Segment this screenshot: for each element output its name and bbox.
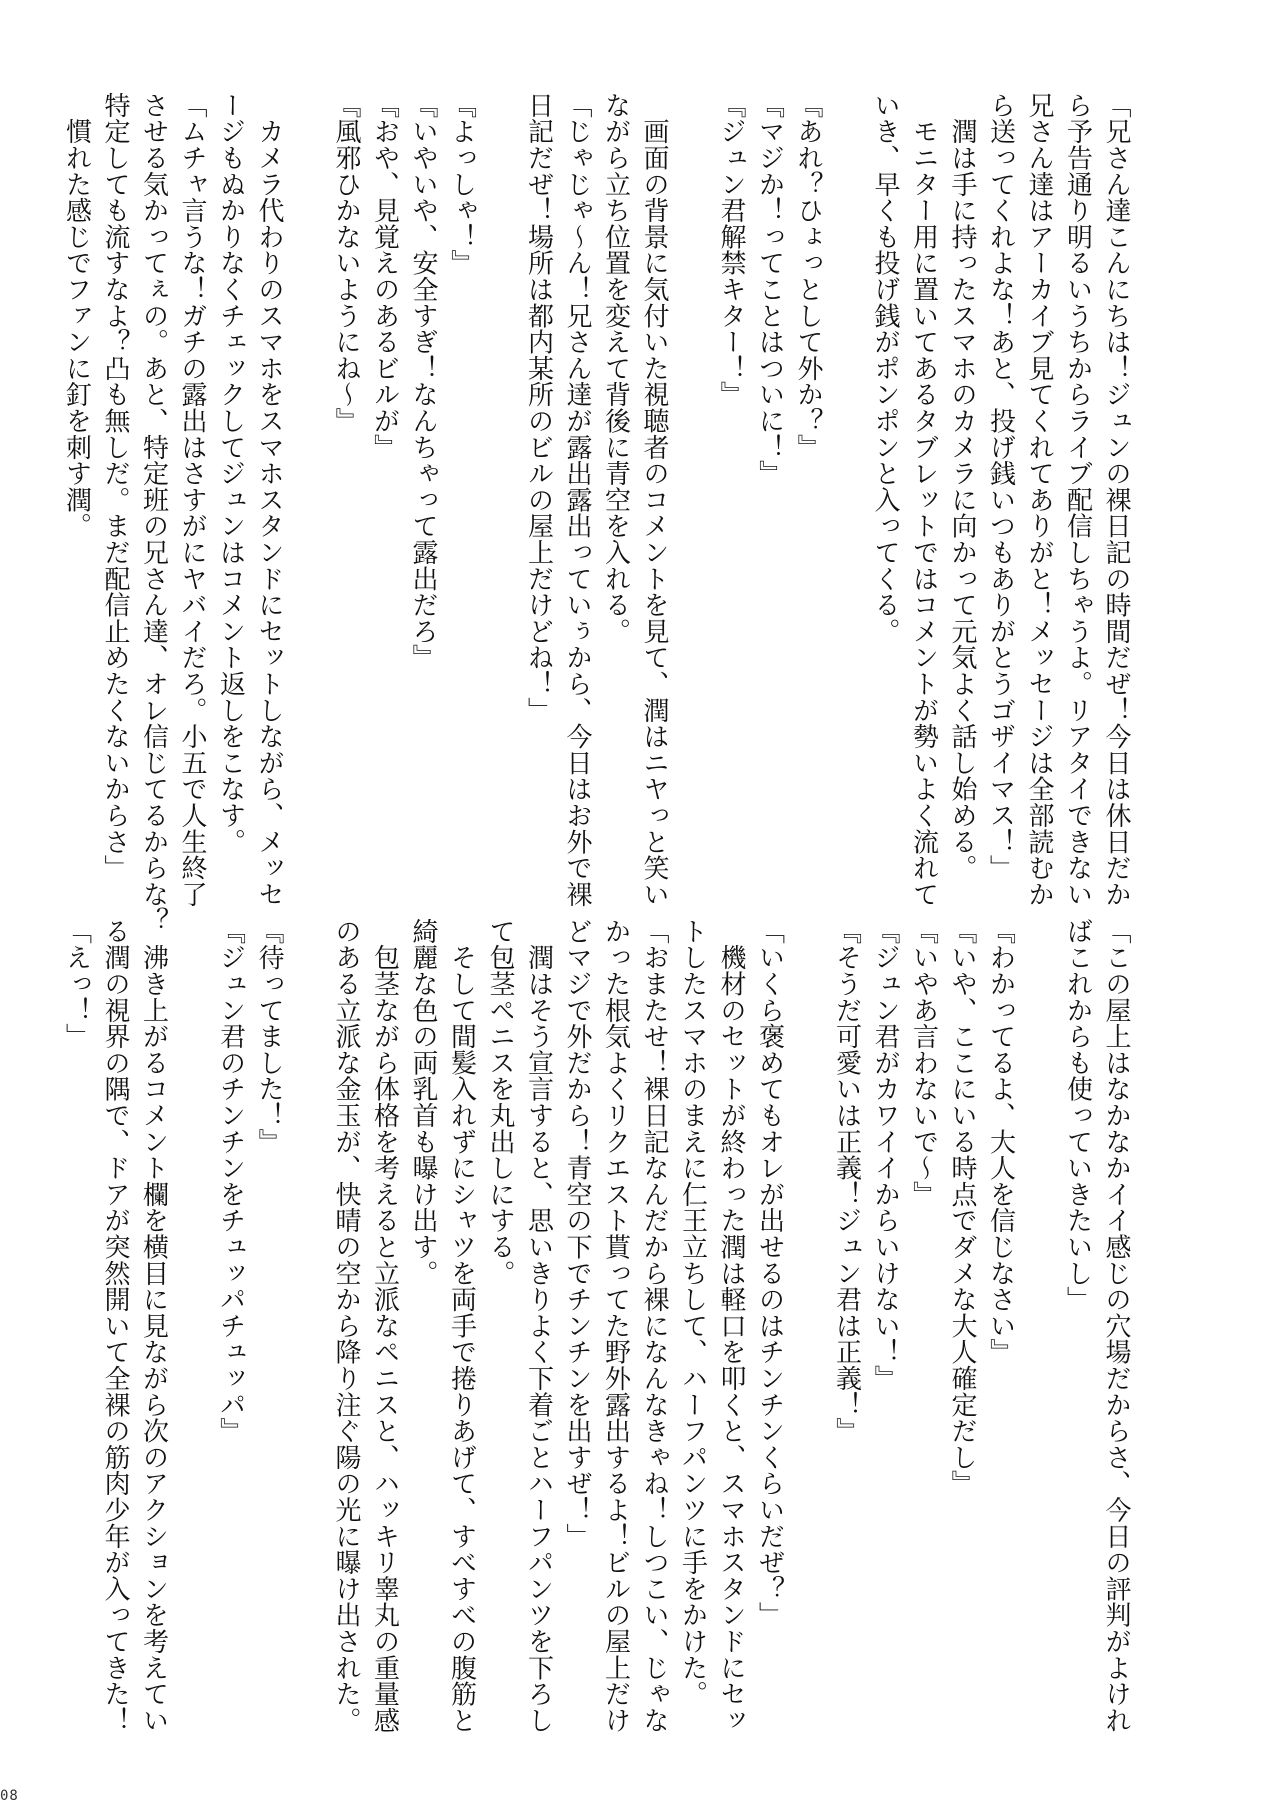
text-line [288,918,327,1678]
lower-text-block [57,918,1135,1734]
text-line: モニター用に置いてあるタブレットではコメントが勢いよく流れて [908,92,939,908]
text-line: カメラ代わりのスマホをスマホスタンドにセットしながら、メッセ [254,92,284,908]
text-line: 潤はそう宣言すると、思いきりよく下着ごとハーフパンツを下ろし [523,918,554,1734]
text-line: 「えっ！」 [61,918,92,1050]
text-line [1020,918,1059,1678]
text-line: 日記だぜ！場所は都内某所のビルの屋上だけどね！」 [523,92,554,724]
text-line: ら予告通り明るいうちからライブ配信しちゃうよ。リアタイできない [1062,92,1093,908]
text-line: 『あれ？ひょっとして外か？』 [793,92,823,461]
text-line: ージもぬかりなくチェックしてジュンはコメント返しをこなす。 [215,92,246,855]
text-line: 『そうだ可愛いは正義！ジュン君は正義！』 [831,918,862,1444]
text-line: 機材のセットが終わった潤は軽口を叩くと、スマホスタンドにセッ [716,918,746,1734]
text-line: 『ジュン君解禁キター！』 [716,92,746,408]
upper-text-block [57,92,1135,934]
text-line: 「ムチャ言うな！ガチの露出はさすがにヤバイだろ。小五で人生終了 [177,92,207,908]
text-line [827,92,866,852]
text-line: る潤の視界の隅で、ドアが突然開いて全裸の筋肉少年が入ってきた！ [100,918,130,1734]
text-line: 『いやいや、安全すぎ！なんちゃって露出だろ』 [408,92,438,671]
text-line: かった根気よくリクエスト貰ってた野外露出するよ！ビルの屋上だけ [600,918,631,1734]
text-line: 『ジュン君のチンチンをチュッパチュッパ』 [215,918,246,1444]
text-line: 『いや、ここにいる時点でダメな大人確定だし』 [947,918,977,1497]
text-line: 「いくら褒めてもオレが出せるのはチンチンくらいだぜ？」 [754,918,785,1629]
text-line: 『おや、見覚えのあるビルが』 [369,92,400,461]
text-line: 『マジか！ってことはついに！』 [754,92,785,487]
text-line: 沸き上がるコメント欄を横目に見ながら次のアクションを考えてい [138,918,169,1734]
text-line: 「じゃじゃ～ん！兄さん達が露出露出っていぅから、今日はお外で裸 [562,92,592,908]
text-line [481,92,520,852]
text-line: 『いやあ言わないで～』 [908,918,939,1208]
text-line: 「兄さん達こんにちは！ジュンの裸日記の時間だぜ！今日は休日だか [1101,92,1131,908]
text-line: 包茎ながら体格を考えると立派なペニスと、ハッキリ睾丸の重量感 [369,918,400,1734]
text-line: いき、早くも投げ銭がポンポンと入ってくる。 [870,92,900,645]
text-line: そして間髪入れずにシャツを両手で捲りあげて、すべすべの腹筋と [446,918,477,1734]
text-line: ながら立ち位置を変えて背後に青空を入れる。 [600,92,631,645]
text-line: のある立派な金玉が、快晴の空から降り注ぐ陽の光に曝け出された。 [331,918,361,1734]
text-line: 潤は手に持ったスマホのカメラに向かって元気よく話し始める。 [947,92,977,881]
text-line [673,92,712,852]
text-line: させる気かってぇの。あと、特定班の兄さん達、オレ信じてるからな？ [138,92,169,934]
text-line: 「おまたせ！裸日記なんだから裸になんなきゃね！しつこい、じゃな [639,918,669,1734]
text-line: 兄さん達はアーカイブ見てくれてありがと！メッセージは全部読むか [1024,92,1054,908]
text-line: 特定しても流すなよ？凸も無しだ。まだ配信止めたくないからさ」 [100,92,130,881]
text-line: どマジで外だから！青空の下でチンチンを出すぜ！」 [562,918,592,1550]
text-line: ばこれからも使っていきたいし」 [1062,918,1093,1313]
text-line: 綺麗な色の両乳首も曝け出す。 [408,918,438,1287]
text-line: 慣れた感じでファンに釘を刺す潤。 [61,92,92,540]
text-line: ら送ってくれよな！あと、投げ銭いつもありがとうゴザイマス！」 [985,92,1016,881]
text-line: 『わかってるよ、大人を信じなさい』 [985,918,1016,1366]
text-line: て包茎ペニスを丸出しにする。 [485,918,515,1287]
text-line: 『ジュン君がカワイイからいけない！』 [870,918,900,1392]
text-line: 『風邪ひかないようにね～』 [331,92,361,434]
text-line: 画面の背景に気付いた視聴者のコメントを見て、潤はニヤっと笑い [639,92,669,908]
text-line [173,918,212,1678]
page-number: 08 [0,1788,19,1804]
text-line: 「この屋上はなかなかイイ感じの穴場だからさ、今日の評判がよけれ [1101,918,1131,1734]
text-line: 『待ってました！』 [254,918,284,1155]
text-line [789,918,828,1678]
text-line: 『よっしゃ！』 [446,92,477,277]
text-line [288,92,327,852]
text-line: トしたスマホのまえに仁王立ちして、ハーフパンツに手をかけた。 [677,918,708,1707]
